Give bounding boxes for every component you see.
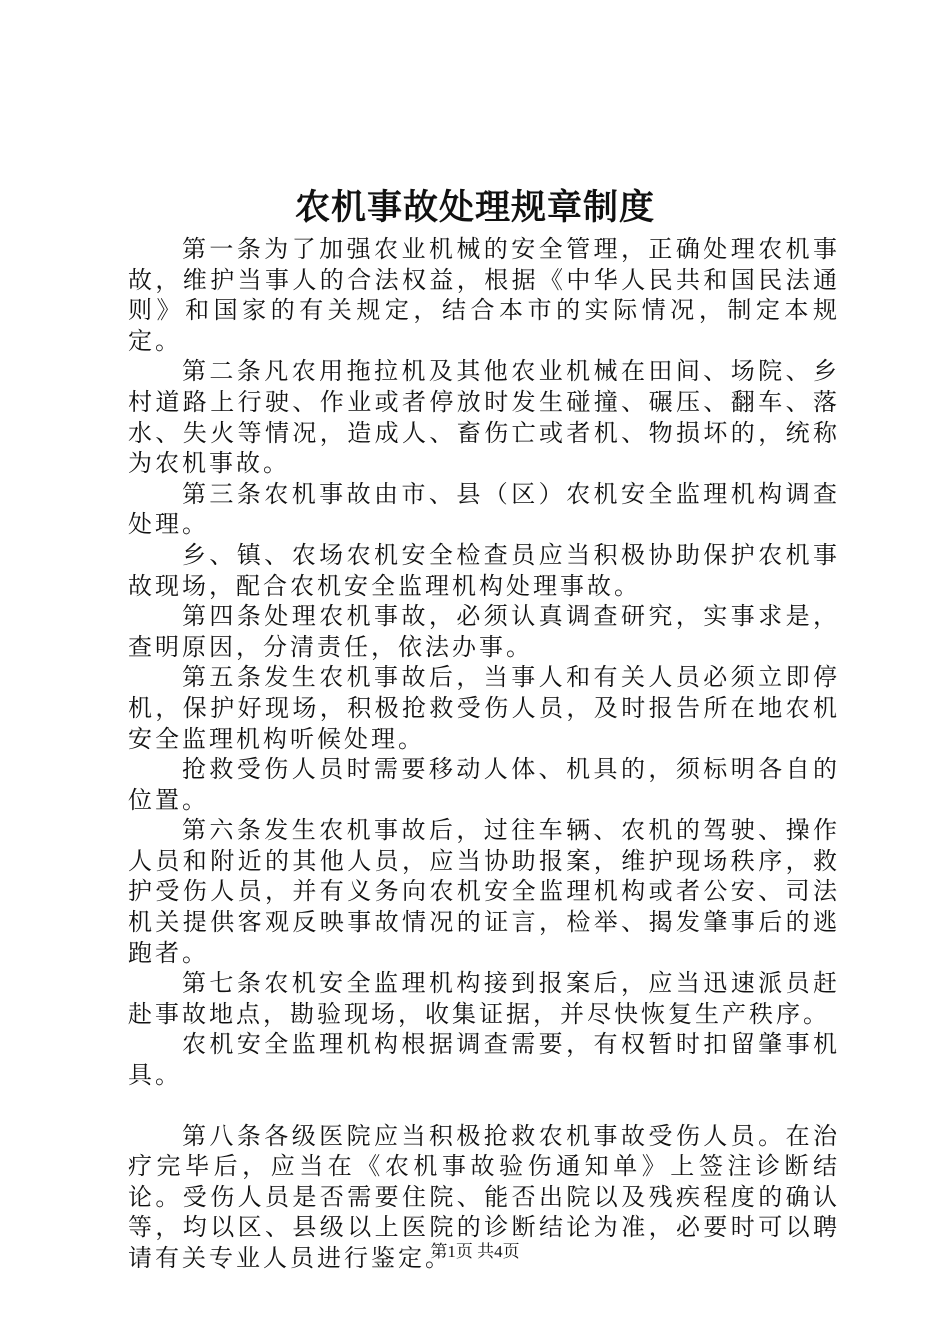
paragraph-article-7-clause: 农机安全监理机构根据调查需要，有权暂时扣留肇事机具。	[128, 1030, 840, 1090]
paragraph-article-5: 第五条发生农机事故后，当事人和有关人员必须立即停机，保护好现场，积极抢救受伤人员，及时报告所在地农机安全监理机构听候处理。	[128, 663, 840, 753]
paragraph-article-1: 第一条为了加强农业机械的安全管理，正确处理农机事故，维护当事人的合法权益，根据《中华人民共和国民法通则》和国家的有关规定，结合本市的实际情况，制定本规定。	[128, 235, 840, 355]
paragraph-article-8: 第八条各级医院应当积极抢救农机事故受伤人员。在治疗完毕后，应当在《农机事故验伤通知单》上签注诊断结论。受伤人员是否需要住院、能否出院以及残疾程度的确认等，均以区、县级以上医院的诊断结论为准，必要时可以聘请有关专业人员进行鉴定。	[128, 1121, 840, 1272]
document-title: 农机事故处理规章制度	[294, 187, 655, 228]
paragraph-article-4: 第四条处理农机事故，必须认真调查研究，实事求是，查明原因，分清责任，依法办事。	[128, 602, 840, 661]
paragraph-article-3-clause: 乡、镇、农场农机安全检查员应当积极协助保护农机事故现场，配合农机安全监理机构处理事故。	[128, 540, 840, 600]
document-body	[128, 234, 840, 1274]
page-number-footer: 第1页 共4页	[430, 1242, 520, 1261]
paragraph-article-6: 第六条发生农机事故后，过往车辆、农机的驾驶、操作人员和附近的其他人员，应当协助报案，维护现场秩序，救护受伤人员，并有义务向农机安全监理机构或者公安、司法机关提供客观反映事故情况的证言，检举、揭发肇事后的逃跑者。	[128, 816, 840, 967]
paragraph-article-7: 第七条农机安全监理机构接到报案后，应当迅速派员赶赴事故地点，勘验现场，收集证据，并尽快恢复生产秩序。	[128, 969, 840, 1028]
paragraph-article-5-clause: 抢救受伤人员时需要移动人体、机具的，须标明各自的位置。	[128, 755, 840, 814]
paragraph-article-2: 第二条凡农用拖拉机及其他农业机械在田间、场院、乡村道路上行驶、作业或者停放时发生碰撞、碾压、翻车、落水、失火等情况，造成人、畜伤亡或者机、物损坏的，统称为农机事故。	[128, 357, 840, 478]
paragraph-article-3: 第三条农机事故由市、县（区）农机安全监理机构调查处理。	[128, 479, 840, 539]
